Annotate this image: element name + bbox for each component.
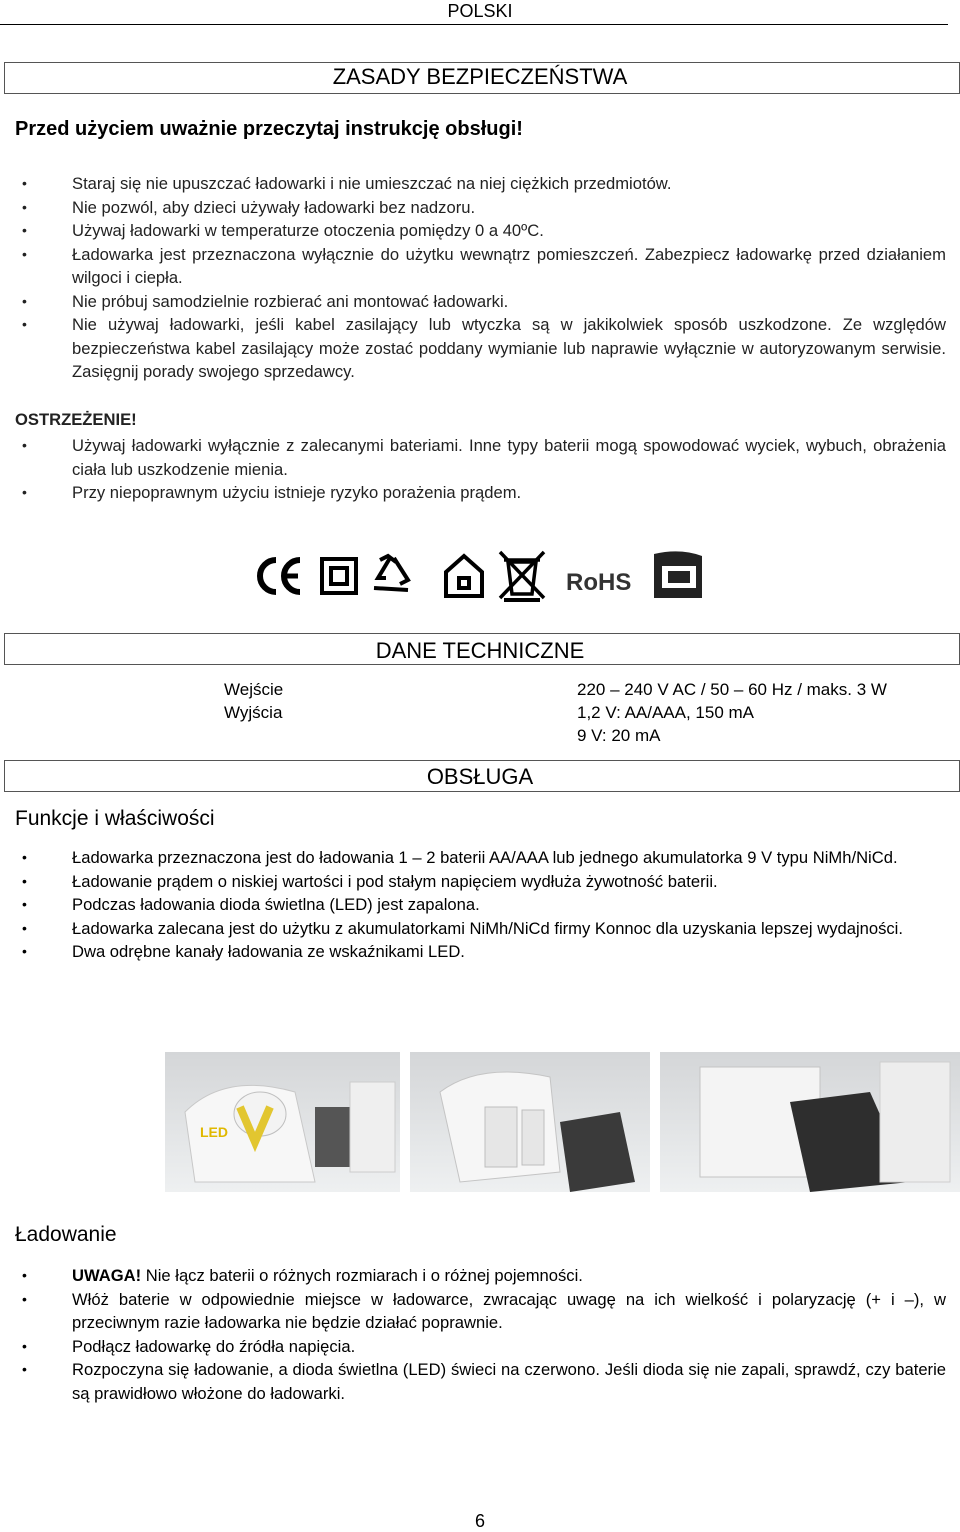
list-item: • Dwa odrębne kanały ładowania ze wskaźnikami LED. (12, 940, 946, 964)
list-item: • Przy niepoprawnym użyciu istnieje ryzyko porażenia prądem. (12, 481, 946, 505)
rohs-icon (566, 569, 631, 596)
list-item: • Podczas ładowania dioda świetlna (LED) jest zapalona. (12, 893, 946, 917)
spec-input-value: 220 – 240 V AC / 50 – 60 Hz / maks. 3 W (577, 680, 887, 699)
photo-led-label: LED (200, 1124, 228, 1140)
weee-bin-icon (500, 552, 544, 602)
spec-output-value-1: 1,2 V: AA/AAA, 150 mA (577, 703, 755, 722)
header-language: POLSKI (447, 1, 513, 21)
warning-list (12, 434, 946, 505)
charging-list (12, 1264, 946, 1405)
features-list (12, 846, 946, 964)
rohs-text: RoHS (566, 569, 632, 596)
charging-title: Ładowanie (15, 1223, 117, 1246)
charging-warning-text: Nie łącz baterii o różnych rozmiarach i o różnej pojemności. (141, 1266, 583, 1285)
features-title: Funkcje i właściwości (15, 807, 215, 830)
specs-title: DANE TECHNICZNE (375, 638, 585, 663)
safety-title: ZASADY BEZPIECZEŃSTWA (332, 64, 628, 89)
header-divider (0, 24, 948, 25)
recycle-icon (374, 556, 408, 590)
product-photo-slots (410, 1052, 650, 1192)
spec-output-value-2: 9 V: 20 mA (577, 726, 661, 745)
spec-input-label: Wejście (224, 680, 284, 699)
double-insulation-icon (322, 559, 356, 593)
page-number: 6 (474, 1511, 485, 1531)
list-item: • Rozpoczyna się ładowanie, a dioda świetlna (LED) świeci na czerwono. Jeśli dioda się nie zapali, sprawdź, czy baterie są prawidłowo włożone do ładowarki. (12, 1358, 946, 1405)
list-item: • Ładowarka przeznaczona jest do ładowania 1 – 2 baterii AA/AAA lub jednego akumulatorka 9 V typu NiMh/NiCd. (12, 846, 946, 870)
operation-title: OBSŁUGA (426, 764, 534, 789)
list-item: • Ładowanie prądem o niskiej wartości i pod stałym napięciem wydłuża żywotność baterii. (12, 870, 946, 894)
product-photo-plug (660, 1052, 960, 1192)
certification-icons (250, 548, 710, 606)
product-photo-led (165, 1052, 400, 1192)
ni-mh-battery-icon (654, 551, 702, 598)
spec-output-label: Wyjścia (224, 703, 283, 722)
list-item (12, 1264, 946, 1288)
list-item: • Używaj ładowarki wyłącznie z zalecanymi bateriami. Inne typy baterii mogą spowodować wyciek, wybuch, obrażenia ciała lub uszkodzenie mienia. (12, 434, 946, 481)
ce-mark-icon (260, 560, 300, 592)
list-item: • Nie używaj ładowarki, jeśli kabel zasilający lub wtyczka są w jakikolwiek sposób uszkodzone. Ze względów bezpieczeństwa kabel zasilający może zostać poddany wymianie lub naprawie wyłącznie w autoryzowanym serwisie. Zasięgnij porady swojego sprzedawcy. (12, 313, 946, 384)
warning-title: OSTRZEŻENIE! (15, 410, 137, 429)
list-item: • Włóż baterie w odpowiednie miejsce w ładowarce, zwracając uwagę na ich wielkość i polaryzację (+ i –), w przeciwnym razie ładowarka nie będzie działać poprawnie. (12, 1288, 946, 1335)
product-photos (165, 1052, 960, 1192)
safety-intro: Przed użyciem uważnie przeczytaj instrukcję obsługi! (15, 118, 523, 140)
safety-list (12, 172, 946, 384)
list-item: • Nie pozwól, aby dzieci używały ładowarki bez nadzoru. (12, 196, 946, 220)
list-item: • Podłącz ładowarkę do źródła napięcia. (12, 1335, 946, 1359)
indoor-use-icon (446, 556, 482, 596)
list-item: • Ładowarka zalecana jest do użytku z akumulatorkami NiMh/NiCd firmy Konnoc dla uzyskania lepszej wydajności. (12, 917, 946, 941)
list-item: • Staraj się nie upuszczać ładowarki i nie umieszczać na niej ciężkich przedmiotów. (12, 172, 946, 196)
list-item: • Używaj ładowarki w temperaturze otoczenia pomiędzy 0 a 40ºC. (12, 219, 946, 243)
charging-warning-label: UWAGA! (72, 1266, 142, 1285)
list-item: • Ładowarka jest przeznaczona wyłącznie do użytku wewnątrz pomieszczeń. Zabezpiecz ładowarkę przed działaniem wilgoci i ciepła. (12, 243, 946, 290)
list-item: • Nie próbuj samodzielnie rozbierać ani montować ładowarki. (12, 290, 946, 314)
